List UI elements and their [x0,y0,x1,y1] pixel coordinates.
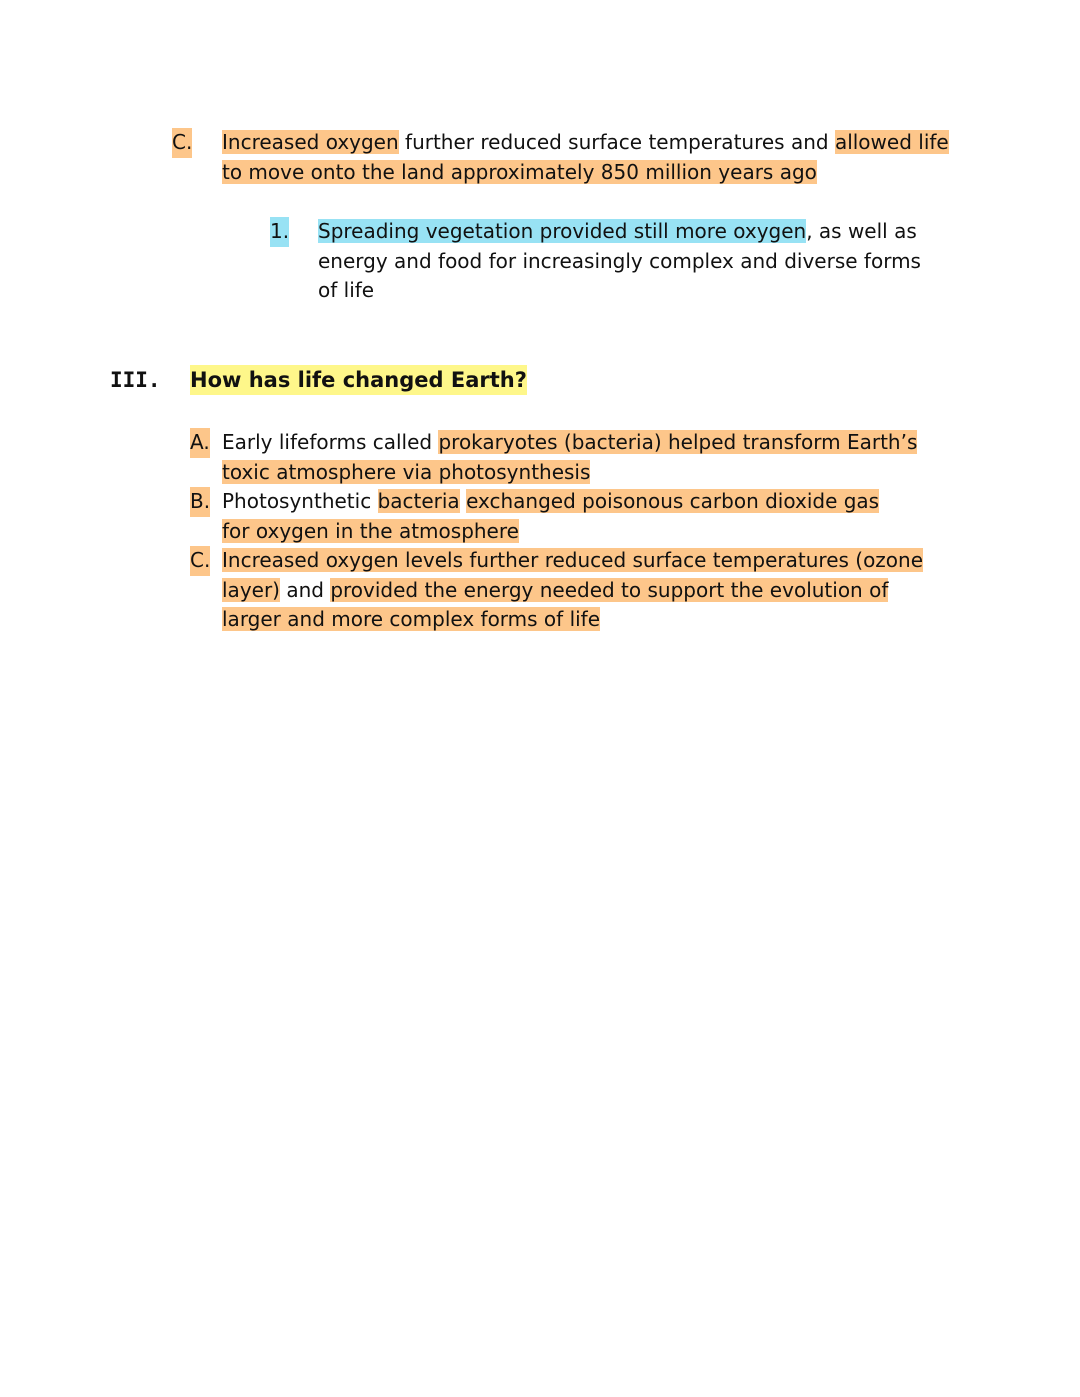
item-text [318,217,943,306]
list-marker: 1. [270,217,289,247]
list-marker: B. [190,487,210,517]
text-segment: provided the energy needed to support the evolution of larger and more complex forms of life [222,577,889,632]
text-segment: Increased oxygen levels further reduced surface temperatures (ozone layer) [222,548,924,602]
item-text [222,128,957,187]
item-text [222,428,934,487]
text-segment: allowed life to move onto the land approximately 850 million years ago [222,130,949,184]
list-marker: C. [190,546,210,576]
outline-item-ii-c-1 [0,217,1080,307]
section-title: How has life changed Earth? [190,365,527,395]
text-segment: prokaryotes (bacteria) helped transform Earth’s toxic atmosphere via photosynthesis [222,430,918,484]
outline-item-iii-b [0,487,1080,547]
text-segment: , as well as energy and food for increasingly complex and diverse forms of life [318,219,921,303]
text-segment: and [279,577,331,602]
text-segment: further reduced surface temperatures and [398,130,835,154]
text-segment: exchanged poisonous carbon dioxide gas for oxygen in the atmosphere [222,489,880,543]
text-segment: bacteria [377,489,460,513]
text-segment: Early lifeforms called [222,430,439,454]
text-segment: Increased oxygen [222,130,399,154]
section-number: III. [110,368,161,392]
outline-item-ii-c [0,128,1080,188]
text-segment: Spreading vegetation provided still more oxygen [318,219,807,243]
outline-item-iii-a [0,428,1080,488]
text-segment: Photosynthetic [222,489,378,513]
list-marker: C. [172,128,192,158]
outline-item-iii-c [0,546,1080,636]
item-text [222,546,947,635]
item-text [222,487,912,546]
list-marker: A. [190,428,210,458]
